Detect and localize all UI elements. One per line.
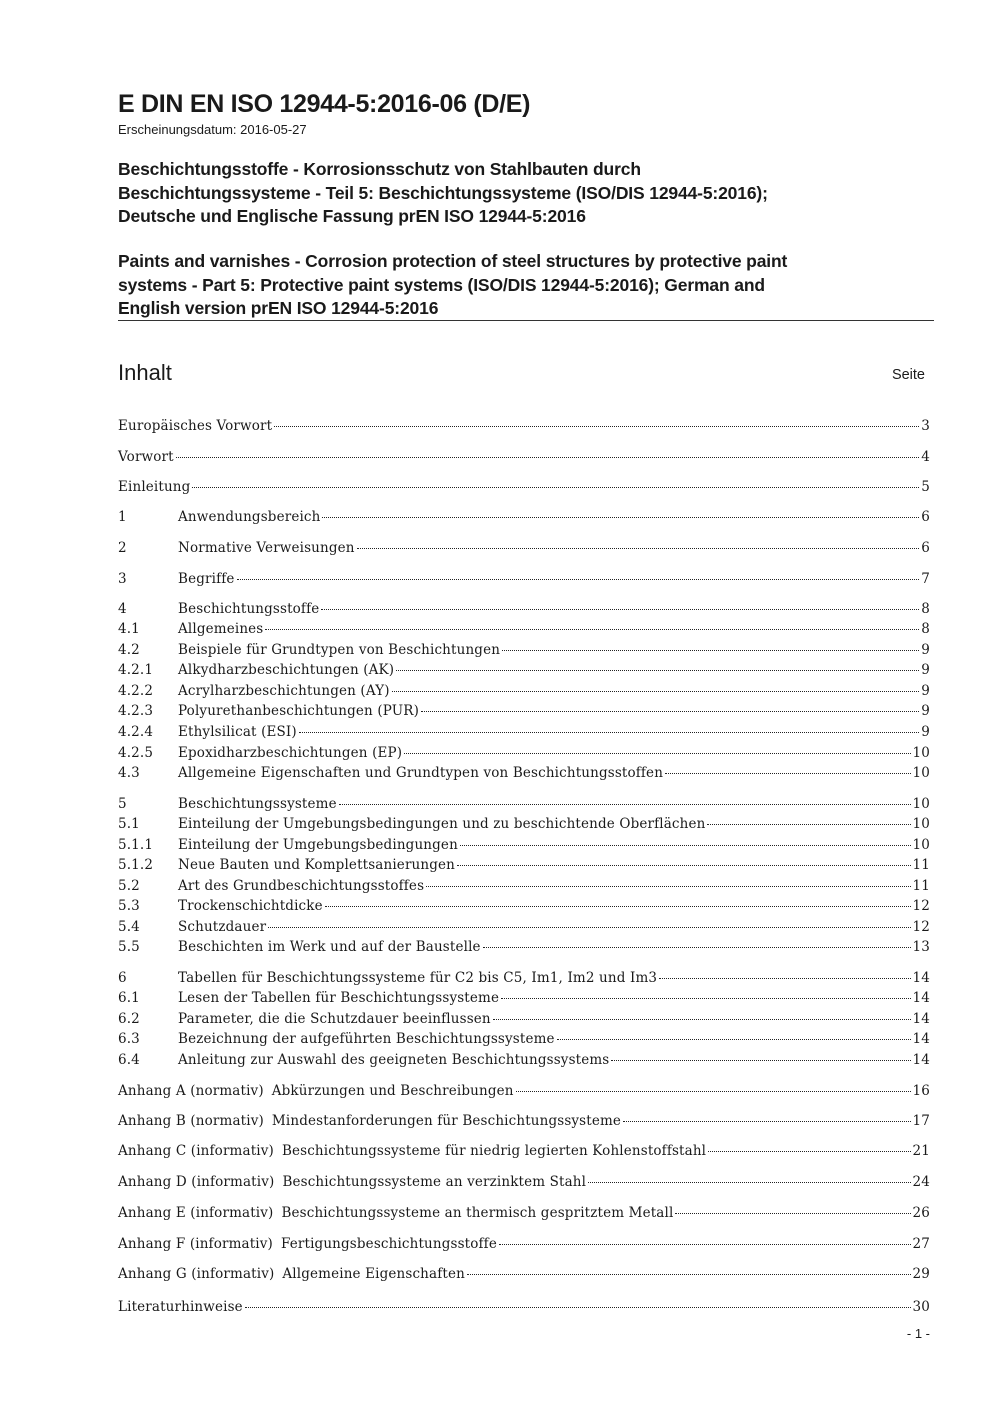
title-german-line: Beschichtungsstoffe - Korrosionsschutz von Stahlbauten durch: [118, 159, 641, 179]
toc-dot-leader: [665, 773, 910, 774]
toc-entry[interactable]: [118, 1031, 930, 1051]
toc-entry[interactable]: [118, 878, 930, 898]
table-of-contents: [118, 0, 930, 1403]
toc-entry-page: 8: [921, 601, 930, 617]
toc-page-column-label: Seite: [891, 367, 925, 383]
toc-entry-title: Lesen der Tabellen für Beschichtungssysteme: [178, 990, 500, 1006]
toc-dot-leader: [707, 824, 910, 825]
toc-entry[interactable]: [118, 1113, 930, 1133]
toc-entry-page: 11: [912, 857, 930, 873]
toc-entry-number: 1: [118, 509, 127, 525]
toc-entry-page: 14: [912, 1011, 930, 1027]
toc-entry-title: Begriffe: [178, 571, 235, 587]
toc-entry-title: Allgemeines: [178, 621, 264, 637]
toc-dot-leader: [493, 1019, 911, 1020]
toc-entry-page: 5: [921, 479, 930, 495]
toc-entry-page: 10: [912, 765, 930, 781]
toc-dot-leader: [357, 548, 920, 549]
toc-entry-number: 5.1.1: [118, 837, 154, 853]
toc-entry-page: 12: [912, 919, 930, 935]
toc-entry[interactable]: [118, 703, 930, 723]
toc-entry-number: 4.2.1: [118, 662, 154, 678]
toc-dot-leader: [245, 1307, 911, 1308]
toc-entry[interactable]: [118, 745, 930, 765]
toc-dot-leader: [396, 670, 919, 671]
toc-entry-title: Parameter, die die Schutzdauer beeinflussen: [178, 1011, 491, 1027]
toc-entry[interactable]: [118, 479, 930, 499]
toc-dot-leader: [237, 579, 920, 580]
toc-entry-page: 14: [912, 970, 930, 986]
toc-dot-leader: [460, 845, 911, 846]
toc-entry-page: 10: [912, 796, 930, 812]
toc-entry-title: Ethylsilicat (ESI): [178, 724, 297, 740]
toc-dot-leader: [675, 1213, 910, 1214]
toc-entry-title: Mindestanforderungen für Beschichtungssysteme: [271, 1113, 622, 1129]
toc-dot-leader: [321, 609, 919, 610]
toc-dot-leader: [426, 886, 910, 887]
toc-dot-leader: [659, 978, 910, 979]
toc-entry[interactable]: [118, 939, 930, 959]
toc-entry-number: 6.2: [118, 1011, 140, 1027]
toc-entry-page: 6: [921, 509, 930, 525]
toc-entry-page: 13: [912, 939, 930, 955]
toc-entry-title: Vorwort: [118, 449, 174, 465]
toc-dot-leader: [501, 998, 910, 999]
toc-entry-title: Beschichtungssysteme: [178, 796, 337, 812]
toc-dot-leader: [268, 927, 910, 928]
toc-entry-title: Beschichten im Werk und auf der Baustelle: [178, 939, 481, 955]
toc-entry[interactable]: [118, 1266, 930, 1286]
toc-entry-page: 9: [921, 662, 930, 678]
toc-entry-title: Trockenschichtdicke: [178, 898, 323, 914]
toc-entry-title: Allgemeine Eigenschaften und Grundtypen von Beschichtungsstoffen: [178, 765, 664, 781]
toc-entry-title: Normative Verweisungen: [178, 540, 355, 556]
toc-entry-number: 4.2.2: [118, 683, 154, 699]
toc-entry-page: 14: [912, 1052, 930, 1068]
toc-entry-title: Polyurethanbeschichtungen (PUR): [178, 703, 419, 719]
toc-dot-leader: [502, 650, 919, 651]
toc-entry-page: 4: [921, 449, 930, 465]
toc-dot-leader: [392, 691, 920, 692]
title-german-line: Beschichtungssysteme - Teil 5: Beschichtungssysteme (ISO/DIS 12944-5:2016);: [118, 182, 768, 203]
toc-entry-title: Epoxidharzbeschichtungen (EP): [178, 745, 403, 761]
toc-entry-title: Beschichtungssysteme an verzinktem Stahl: [282, 1174, 587, 1190]
toc-entry-title: Neue Bauten und Komplettsanierungen: [178, 857, 456, 873]
toc-entry-page: 24: [912, 1174, 930, 1190]
toc-entry[interactable]: [118, 724, 930, 744]
toc-entry-title: Beschichtungssysteme für niedrig legierten Kohlenstoffstahl: [281, 1143, 707, 1159]
toc-entry-number: 5.2: [118, 878, 140, 894]
toc-entry[interactable]: [118, 601, 930, 621]
toc-entry-page: 11: [912, 878, 930, 894]
toc-entry-number: 5.1: [118, 816, 140, 832]
toc-dot-leader: [467, 1274, 911, 1275]
publication-date: Erscheinungsdatum: 2016-05-27: [118, 122, 307, 137]
toc-entry-title: Allgemeine Eigenschaften: [282, 1266, 465, 1282]
toc-entry-page: 9: [921, 683, 930, 699]
toc-dot-leader: [299, 732, 919, 733]
toc-entry-page: 8: [921, 621, 930, 637]
toc-entry-page: 10: [912, 816, 930, 832]
title-german-line: Deutsche und Englische Fassung prEN ISO 12944-5:2016: [118, 206, 586, 226]
toc-entry-number: 4.3: [118, 765, 140, 781]
toc-entry[interactable]: [118, 540, 930, 560]
toc-entry[interactable]: [118, 449, 930, 469]
toc-dot-leader: [457, 865, 911, 866]
toc-dot-leader: [516, 1091, 911, 1092]
toc-annex-prefix: Anhang E (informativ): [118, 1205, 274, 1221]
toc-entry-number: 6.4: [118, 1052, 140, 1068]
toc-entry[interactable]: [118, 1083, 930, 1103]
toc-entry-page: 27: [912, 1236, 930, 1252]
toc-entry[interactable]: [118, 1205, 930, 1225]
toc-entry[interactable]: [118, 1011, 930, 1031]
toc-entry[interactable]: [118, 642, 930, 662]
toc-entry-number: 4: [118, 601, 127, 617]
toc-entry-number: 6: [118, 970, 127, 986]
toc-entry[interactable]: [118, 837, 930, 857]
toc-annex-prefix: Anhang D (informativ): [118, 1174, 275, 1190]
toc-entry[interactable]: [118, 898, 930, 918]
toc-entry-number: 2: [118, 540, 127, 556]
title-english-line: Paints and varnishes - Corrosion protection of steel structures by protective paint: [118, 251, 788, 271]
toc-entry-page: 14: [912, 990, 930, 1006]
toc-entry-title: Bezeichnung der aufgeführten Beschichtungssysteme: [178, 1031, 555, 1047]
toc-entry-title: Einteilung der Umgebungsbedingungen und zu beschichtende Oberflächen: [178, 816, 706, 832]
toc-entry-number: 6.3: [118, 1031, 140, 1047]
toc-annex-prefix: Anhang F (informativ): [118, 1236, 273, 1252]
toc-dot-leader: [557, 1039, 911, 1040]
toc-entry-page: 12: [912, 898, 930, 914]
toc-entry[interactable]: [118, 919, 930, 939]
toc-entry-number: 4.2: [118, 642, 140, 658]
toc-entry-number: 4.2.3: [118, 703, 154, 719]
toc-dot-leader: [325, 906, 911, 907]
toc-entry[interactable]: [118, 796, 930, 816]
toc-entry-number: 3: [118, 571, 127, 587]
toc-entry-page: 29: [912, 1266, 930, 1282]
toc-entry-page: 21: [912, 1143, 930, 1159]
toc-entry-page: 10: [912, 837, 930, 853]
toc-entry-number: 5.3: [118, 898, 140, 914]
toc-entry[interactable]: [118, 1236, 930, 1256]
toc-entry[interactable]: [118, 970, 930, 990]
toc-entry-number: 6.1: [118, 990, 140, 1006]
toc-entry-title: Abkürzungen und Beschreibungen: [271, 1083, 514, 1099]
page-number-footer: - 1 -: [906, 1326, 930, 1341]
toc-entry-title: Fertigungsbeschichtungsstoffe: [280, 1236, 497, 1252]
toc-entry-page: 9: [921, 724, 930, 740]
toc-annex-prefix: Anhang C (informativ): [118, 1143, 274, 1159]
toc-entry[interactable]: [118, 662, 930, 682]
toc-dot-leader: [339, 804, 911, 805]
toc-entry-page: 6: [921, 540, 930, 556]
toc-entry-page: 16: [912, 1083, 930, 1099]
toc-entry-title: Beispiele für Grundtypen von Beschichtungen: [178, 642, 501, 658]
toc-entry[interactable]: [118, 1052, 930, 1072]
toc-entry-title: Anleitung zur Auswahl des geeigneten Beschichtungssystems: [178, 1052, 610, 1068]
toc-annex-prefix: Anhang A (normativ): [118, 1083, 264, 1099]
toc-entry[interactable]: [118, 683, 930, 703]
toc-entry-title: Beschichtungsstoffe: [178, 601, 320, 617]
toc-entry-number: 5.5: [118, 939, 140, 955]
toc-annex-prefix: Anhang G (informativ): [118, 1266, 275, 1282]
toc-entry-page: 9: [921, 703, 930, 719]
toc-entry-page: 14: [912, 1031, 930, 1047]
toc-entry-page: 10: [912, 745, 930, 761]
toc-dot-leader: [192, 487, 919, 488]
toc-entry-number: 4.2.4: [118, 724, 154, 740]
toc-dot-leader: [483, 947, 911, 948]
toc-entry-title: Beschichtungssysteme an thermisch gespritztem Metall: [281, 1205, 674, 1221]
toc-entry[interactable]: [118, 509, 930, 529]
toc-entry-title: Tabellen für Beschichtungssysteme für C2 bis C5, Im1, Im2 und Im3: [178, 970, 658, 986]
toc-entry[interactable]: [118, 1143, 930, 1163]
toc-entry-page: 9: [921, 642, 930, 658]
toc-heading: Inhalt: [118, 360, 172, 385]
toc-annex-prefix: Anhang B (normativ): [118, 1113, 264, 1129]
toc-dot-leader: [176, 457, 920, 458]
toc-entry-page: 3: [921, 418, 930, 434]
toc-dot-leader: [499, 1244, 911, 1245]
toc-entry-title: Literaturhinweise: [118, 1299, 243, 1315]
toc-entry-page: 17: [912, 1113, 930, 1129]
toc-dot-leader: [322, 517, 919, 518]
toc-entry-number: 4.1: [118, 621, 140, 637]
toc-entry[interactable]: [118, 990, 930, 1010]
toc-entry-title: Alkydharzbeschichtungen (AK): [178, 662, 395, 678]
toc-entry[interactable]: [118, 571, 930, 591]
toc-entry-page: 30: [912, 1299, 930, 1315]
title-english-line: systems - Part 5: Protective paint systems (ISO/DIS 12944-5:2016); German and: [118, 274, 765, 295]
toc-entry-number: 5.4: [118, 919, 140, 935]
toc-entry-title: Art des Grundbeschichtungsstoffes: [178, 878, 425, 894]
title-english-line: English version prEN ISO 12944-5:2016: [118, 298, 439, 318]
toc-entry[interactable]: [118, 857, 930, 877]
toc-entry-title: Acrylharzbeschichtungen (AY): [178, 683, 390, 699]
toc-entry[interactable]: [118, 765, 930, 785]
toc-dot-leader: [274, 426, 919, 427]
toc-dot-leader: [404, 753, 910, 754]
toc-entry-page: 26: [912, 1205, 930, 1221]
toc-entry-title: Einleitung: [118, 479, 191, 495]
toc-entry-number: 5.1.2: [118, 857, 154, 873]
toc-entry[interactable]: [118, 816, 930, 836]
toc-entry-title: Schutzdauer: [178, 919, 267, 935]
toc-entry-title: Anwendungsbereich: [178, 509, 321, 525]
toc-dot-leader: [611, 1060, 910, 1061]
toc-dot-leader: [588, 1182, 910, 1183]
toc-entry-number: 5: [118, 796, 127, 812]
toc-dot-leader: [708, 1151, 910, 1152]
toc-entry[interactable]: [118, 1174, 930, 1194]
toc-entry[interactable]: [118, 621, 930, 641]
toc-dot-leader: [623, 1121, 910, 1122]
toc-dot-leader: [421, 711, 919, 712]
toc-entry[interactable]: [118, 418, 930, 438]
toc-entry-number: 4.2.5: [118, 745, 154, 761]
toc-entry-title: Europäisches Vorwort: [118, 418, 273, 434]
toc-entry-page: 7: [921, 571, 930, 587]
toc-entry[interactable]: [118, 1299, 930, 1319]
document-id: E DIN EN ISO 12944-5:2016-06 (D/E): [118, 90, 531, 118]
toc-entry-title: Einteilung der Umgebungsbedingungen: [178, 837, 458, 853]
toc-dot-leader: [265, 629, 919, 630]
